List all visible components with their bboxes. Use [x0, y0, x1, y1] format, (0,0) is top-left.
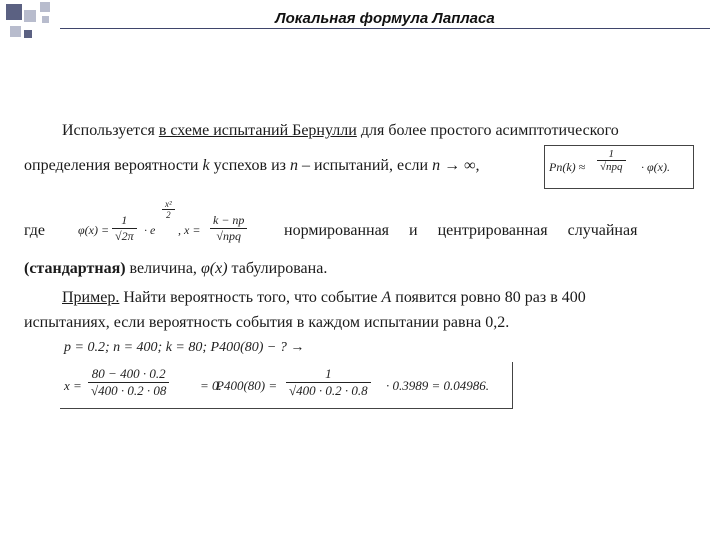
fraction-numerator: 1: [286, 366, 371, 383]
formula-fraction: [88, 366, 169, 399]
example-label: Пример.: [62, 289, 120, 306]
formula-rhs: · φ(x).: [641, 160, 670, 174]
text-span: успехов из: [213, 157, 286, 174]
formula-result: = 0.: [200, 378, 222, 393]
formula-lhs: φ(x) =: [78, 223, 110, 237]
fraction-denominator: √npq: [600, 161, 623, 173]
deco-square: [24, 30, 32, 38]
fraction-numerator: 1: [112, 213, 137, 229]
solution-formulas: [60, 362, 513, 409]
formula-fraction: [286, 366, 371, 399]
formula-x-lhs: , x =: [178, 223, 201, 237]
deco-square: [24, 10, 36, 22]
solution-given: p = 0.2; n = 400; k = 80; P400(80) − ? →: [64, 340, 305, 355]
phi-and-x-formula: [78, 199, 254, 253]
text-span: n → ∞,: [432, 157, 480, 174]
fraction-numerator: 1: [597, 148, 626, 161]
formula-exp: · e: [144, 223, 156, 237]
fraction-denominator: √400 · 0.2 · 0.8: [289, 383, 368, 398]
text-span: n: [290, 157, 298, 174]
text-span: k: [202, 157, 210, 174]
deco-square: [42, 16, 49, 23]
para1-line2: [24, 157, 480, 175]
para2-line2: [24, 260, 327, 278]
example-line1: [62, 289, 586, 307]
text-span: A: [381, 289, 392, 306]
formula-lhs: Pn(k) ≈: [549, 160, 586, 174]
fraction-denominator: √npq: [216, 229, 242, 243]
slide-title: Локальная формула Лапласа: [275, 10, 495, 27]
fraction-numerator: k − np: [210, 213, 247, 229]
formula-fraction: [210, 213, 247, 244]
text-span: табулирована.: [231, 260, 328, 277]
fraction-numerator: x²: [162, 199, 175, 210]
formula-lhs: P400(80) =: [216, 378, 278, 393]
text-span: величина,: [129, 260, 197, 277]
text-span: – испытаний, если: [302, 157, 429, 174]
fraction-numerator: 80 − 400 · 0.2: [88, 366, 169, 383]
text-span: (стандартная): [24, 260, 126, 277]
text-span: Используется: [62, 122, 155, 139]
formula-fraction: [597, 148, 626, 173]
formula-lhs: x =: [64, 378, 82, 393]
bernoulli-link-text: в схеме испытаний Бернулли: [158, 122, 357, 139]
deco-square: [6, 4, 22, 20]
fraction-denominator: 2: [166, 210, 171, 220]
text-span: для более простого асимптотического: [360, 122, 619, 139]
formula-fraction: [112, 213, 137, 244]
formula-result: · 0.3989 = 0.04986.: [386, 378, 490, 393]
para2-line1-rest: нормированная и центрированная случайная: [284, 222, 638, 239]
laplace-formula-box: [544, 145, 694, 189]
example-line2: испытаниях, если вероятность события в каждом испытании равна 0,2.: [24, 314, 510, 331]
text-span: φ(x): [200, 260, 228, 277]
title-bar: [60, 10, 710, 29]
word-gde: где: [24, 222, 46, 239]
fraction-denominator: √400 · 0.2 · 08: [91, 383, 167, 398]
para1-line1: [62, 122, 619, 140]
deco-square: [40, 2, 50, 12]
text-span: Найти вероятность того, что событие: [123, 289, 378, 306]
fraction-denominator: √2π: [115, 229, 134, 243]
exponent-fraction: [162, 199, 175, 220]
deco-square: [10, 26, 21, 37]
text-span: определения вероятности: [24, 157, 199, 174]
text-span: появится ровно 80 раз в 400: [395, 289, 586, 306]
